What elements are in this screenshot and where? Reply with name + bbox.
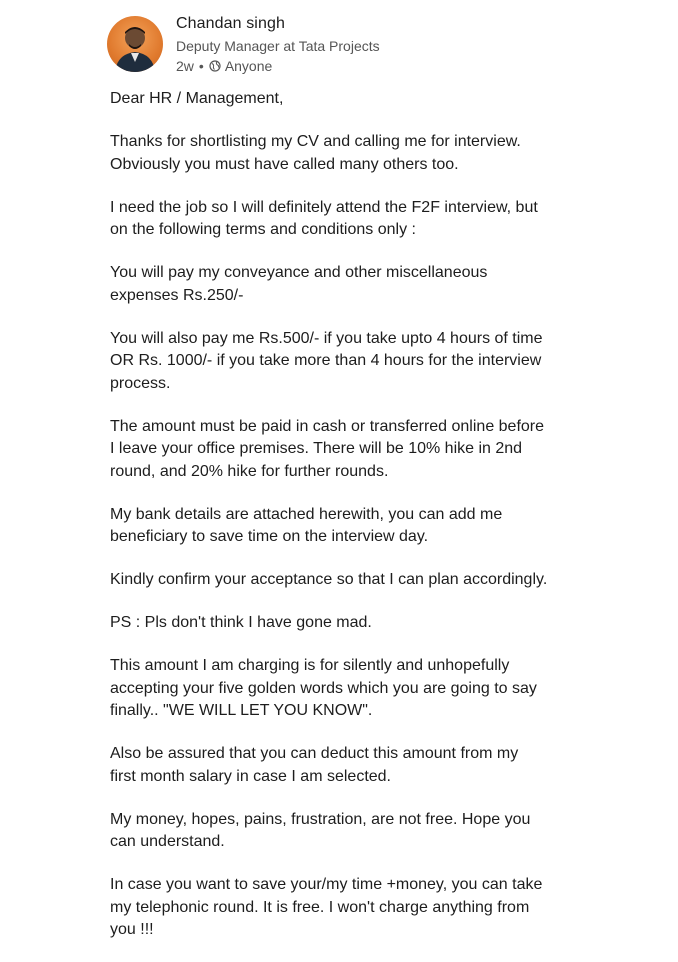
- post-paragraph: I need the job so I will definitely attend the F2F interview, but on the following terms and conditions only :: [110, 198, 538, 238]
- post-meta: [176, 57, 380, 75]
- post-paragraph: This amount I am charging is for silently and unhopefully accepting your five golden words which you are going to say finally.. "WE WILL LET YOU KNOW".: [110, 657, 537, 719]
- avatar-portrait-icon: [107, 16, 163, 72]
- post-paragraph: Kindly confirm your acceptance so that I can plan accordingly.: [110, 571, 548, 588]
- post-paragraph: My bank details are attached herewith, you can add me beneficiary to save time on the interview day.: [110, 505, 503, 545]
- post-paragraph: PS : Pls don't think I have gone mad.: [110, 614, 372, 631]
- post-paragraph: Thanks for shortlisting my CV and calling me for interview. Obviously you must have called many others too.: [110, 133, 521, 173]
- post-paragraph: In case you want to save your/my time +money, you can take my telephonic round. It is free. I won't charge anything from you !!!: [110, 876, 543, 938]
- author-headline: Deputy Manager at Tata Projects: [176, 38, 380, 54]
- post-time: 2w: [176, 58, 194, 74]
- post-header: [107, 10, 667, 80]
- visibility-label: Anyone: [224, 58, 273, 74]
- avatar[interactable]: [107, 16, 163, 72]
- post-paragraph: The amount must be paid in cash or transferred online before I leave your office premises. There will be 10% hike in 2nd round, and 20% hike for further rounds.: [110, 417, 545, 480]
- author-info: [176, 14, 380, 75]
- meta-separator: •: [198, 58, 204, 74]
- author-name[interactable]: Chandan singh: [176, 15, 285, 32]
- post-paragraph: You will also pay me Rs.500/- if you take upto 4 hours of time OR Rs. 1000/- if you take more than 4 hours for the interview process.: [110, 329, 543, 392]
- post-paragraph: Dear HR / Management,: [110, 90, 284, 107]
- post-paragraph: My money, hopes, pains, frustration, are not free. Hope you can understand.: [110, 810, 531, 850]
- post-paragraph: Also be assured that you can deduct this amount from my first month salary in case I am selected.: [110, 745, 519, 785]
- post-body: [110, 88, 670, 962]
- post-paragraph: You will pay my conveyance and other miscellaneous expenses Rs.250/-: [110, 264, 488, 304]
- globe-icon: [209, 60, 221, 72]
